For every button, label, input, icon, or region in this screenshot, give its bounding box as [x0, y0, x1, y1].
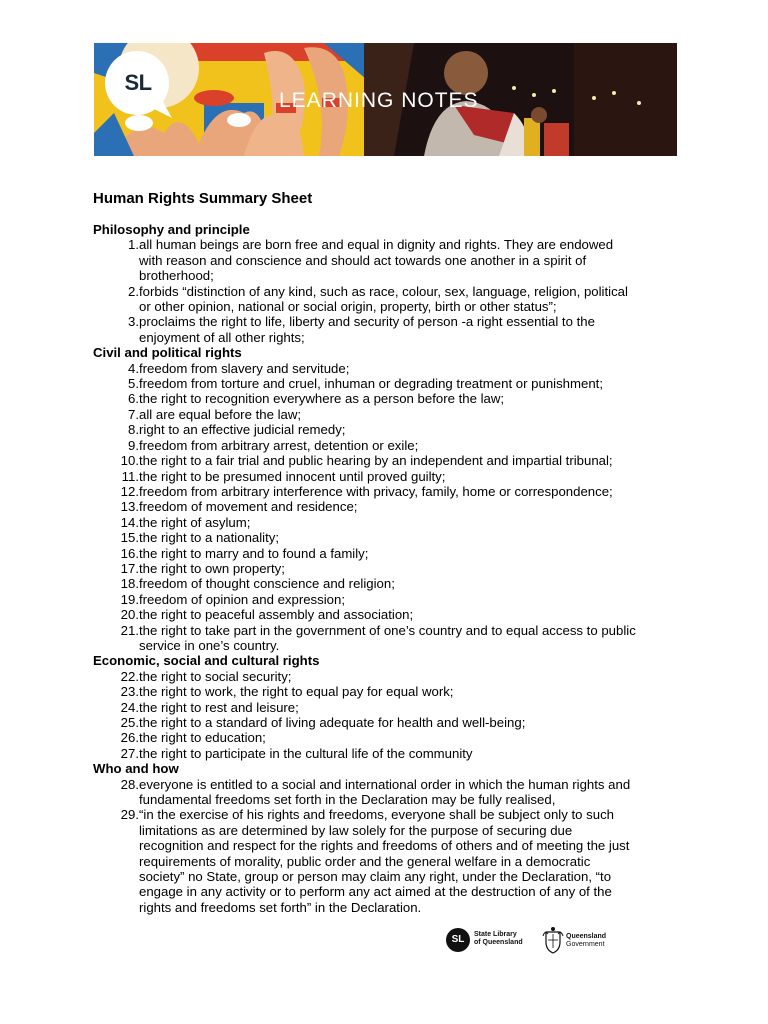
section-heading: Economic, social and cultural rights [93, 653, 320, 669]
qg-name-line2: Government [566, 941, 605, 948]
list-item-line: fundamental freedoms set forth in the Declaration may be fully realised, [139, 792, 556, 808]
list-item-number-cell [93, 407, 139, 422]
numbered-list [93, 361, 683, 654]
sections-container [93, 222, 683, 915]
list-item-number-cell [93, 715, 139, 730]
list-item-number: 14. [120, 514, 139, 530]
list-item-line: limitations as are determined by law solely for the purpose of securing due [139, 822, 573, 838]
list-item-number: 13. [120, 499, 139, 515]
list-item-number-cell [93, 499, 139, 514]
list-item-number: 3. [128, 314, 139, 330]
state-library-name [474, 931, 523, 947]
list-item-text [139, 314, 683, 345]
list-item [93, 623, 683, 654]
list-item-number-cell [93, 746, 139, 761]
list-item-line: the right of asylum; [139, 514, 251, 530]
list-item-text [139, 453, 683, 468]
list-item-text [139, 561, 683, 576]
list-item [93, 376, 683, 391]
list-item [93, 314, 683, 345]
list-item-number: 9. [128, 437, 139, 453]
list-item-number: 17. [120, 560, 139, 576]
list-item-text [139, 592, 683, 607]
list-item-number: 22. [120, 668, 139, 684]
list-item-line: the right to rest and leisure; [139, 699, 299, 715]
numbered-list [93, 237, 683, 345]
list-item [93, 607, 683, 622]
list-item-line: the right to be presumed innocent until proved guilty; [139, 468, 446, 484]
list-item-number-cell [93, 592, 139, 607]
list-item-number: 18. [120, 576, 139, 592]
list-item-line: freedom from arbitrary arrest, detention or exile; [139, 437, 419, 453]
list-item-number: 21. [120, 622, 139, 638]
list-item-line: freedom from torture and cruel, inhuman or degrading treatment or punishment; [139, 376, 604, 392]
list-item-text [139, 576, 683, 591]
list-item-text [139, 777, 683, 808]
qg-name-line1: Queensland [566, 933, 607, 940]
state-library-name-line2: of Queensland [474, 939, 523, 946]
list-item-number-cell [93, 807, 139, 915]
list-item-number: 29. [120, 807, 139, 823]
list-item [93, 361, 683, 376]
list-item [93, 407, 683, 422]
list-item-number-cell [93, 484, 139, 499]
list-item-line: the right to a standard of living adequate for health and well-being; [139, 715, 526, 730]
list-item [93, 453, 683, 468]
list-item-text [139, 361, 683, 376]
list-item-number: 16. [120, 545, 139, 561]
list-item-number: 15. [120, 530, 139, 546]
list-item-text [139, 499, 683, 514]
list-item [93, 499, 683, 514]
list-item [93, 391, 683, 406]
list-item-text [139, 376, 683, 391]
list-item-number-cell [93, 438, 139, 453]
list-item-line: society” no State, group or person may claim any right, under the Declaration, “to [139, 869, 612, 885]
list-item-text [139, 684, 683, 699]
list-item-number-cell [93, 546, 139, 561]
list-item [93, 546, 683, 561]
list-item-number: 26. [120, 730, 139, 746]
banner-title: LEARNING NOTES [279, 89, 479, 112]
list-item [93, 669, 683, 684]
list-item-number: 5. [128, 376, 139, 392]
list-item [93, 484, 683, 499]
list-item-line: right to an effective judicial remedy; [139, 422, 346, 438]
list-item-number-cell [93, 607, 139, 622]
queensland-government-name [566, 933, 606, 949]
list-item-text [139, 438, 683, 453]
list-item-line: the right to marry and to found a family; [139, 545, 369, 561]
section-heading: Who and how [93, 761, 179, 777]
list-item-number: 28. [120, 776, 139, 792]
document-body [93, 190, 683, 915]
list-item [93, 237, 683, 283]
list-item-number: 10. [120, 453, 139, 469]
list-item [93, 715, 683, 730]
list-item-number: 25. [120, 715, 139, 730]
list-item-number-cell [93, 469, 139, 484]
list-item-number-cell [93, 284, 139, 315]
list-item-number-cell [93, 422, 139, 437]
list-item-line: the right to peaceful assembly and association; [139, 607, 414, 623]
list-item-line: the right to participate in the cultural life of the community [139, 745, 473, 761]
list-item-text [139, 422, 683, 437]
list-item [93, 700, 683, 715]
list-item-line: forbids “distinction of any kind, such as race, colour, sex, language, religion, political [139, 283, 628, 299]
list-item-line: enjoyment of all other rights; [139, 329, 305, 345]
list-item-line: freedom from slavery and servitude; [139, 360, 350, 376]
list-item-line: with reason and conscience and should act towards one another in a spirit of [139, 252, 587, 268]
list-item-number: 7. [128, 406, 139, 422]
list-item [93, 284, 683, 315]
list-item-number: 1. [128, 237, 139, 253]
list-item-number: 23. [120, 684, 139, 700]
list-item-number-cell [93, 777, 139, 808]
list-item-line: the right to a fair trial and public hearing by an independent and impartial tribunal; [139, 453, 613, 469]
list-item-number-cell [93, 391, 139, 406]
list-item-text [139, 700, 683, 715]
list-item-number: 12. [120, 483, 139, 499]
list-item-number: 20. [120, 607, 139, 623]
list-item-text [139, 807, 683, 915]
list-item-number-cell [93, 669, 139, 684]
list-item [93, 777, 683, 808]
list-item-line: brotherhood; [139, 268, 214, 284]
list-item-text [139, 546, 683, 561]
list-item-line: freedom of opinion and expression; [139, 591, 346, 607]
list-item-text [139, 715, 683, 730]
list-item-number-cell [93, 376, 139, 391]
list-item-number-cell [93, 730, 139, 745]
list-item-line: all human beings are born free and equal in dignity and rights. They are endowed [139, 237, 614, 253]
list-item-text [139, 237, 683, 283]
list-item-number-cell [93, 361, 139, 376]
list-item-line: rights and freedoms set forth” in the Declaration. [139, 899, 422, 915]
list-item [93, 422, 683, 437]
list-item [93, 746, 683, 761]
list-item-line: the right to social security; [139, 668, 292, 684]
list-item [93, 530, 683, 545]
list-item-line: engage in any activity or to perform any act aimed at the destruction of any of the [139, 884, 612, 900]
list-item-line: recognition and respect for the rights and freedoms of others and of meeting the just [139, 838, 630, 854]
list-item-text [139, 530, 683, 545]
list-item-number-cell [93, 561, 139, 576]
section-heading: Philosophy and principle [93, 222, 250, 237]
list-item-number-cell [93, 700, 139, 715]
numbered-list [93, 777, 683, 916]
list-item-number-cell [93, 623, 139, 654]
list-item-text [139, 484, 683, 499]
list-item [93, 561, 683, 576]
list-item-line: all are equal before the law; [139, 406, 302, 422]
list-item-line: the right to own property; [139, 560, 285, 576]
document-title: Human Rights Summary Sheet [93, 190, 313, 207]
list-item-number: 2. [128, 283, 139, 299]
list-item-line: proclaims the right to life, liberty and security of person -a right essential to the [139, 314, 595, 330]
list-item-number-cell [93, 576, 139, 591]
queensland-crest-icon [542, 926, 564, 954]
list-item [93, 438, 683, 453]
list-item-line: everyone is entitled to a social and international order in which the human rights and [139, 776, 631, 792]
list-item-line: service in one’s country. [139, 637, 280, 653]
list-item-number: 27. [120, 745, 139, 761]
list-item-line: the right to a nationality; [139, 530, 280, 546]
list-item-line: requirements of morality, public order and the general welfare in a democratic [139, 853, 591, 869]
list-item-text [139, 391, 683, 406]
list-item-text [139, 284, 683, 315]
list-item-text [139, 469, 683, 484]
list-item-line: the right to take part in the government of one’s country and to equal access to public [139, 622, 636, 638]
list-item [93, 730, 683, 745]
list-item-number-cell [93, 453, 139, 468]
list-item-number: 6. [128, 391, 139, 407]
list-item [93, 576, 683, 591]
state-library-logo-icon: SL [446, 928, 470, 952]
list-item-line: freedom of movement and residence; [139, 499, 358, 515]
list-item [93, 515, 683, 530]
list-item [93, 807, 683, 915]
list-item-text [139, 669, 683, 684]
list-item [93, 684, 683, 699]
state-library-name-line1: State Library [474, 931, 517, 938]
sl-logo-text: SL [124, 70, 152, 95]
list-item [93, 592, 683, 607]
numbered-list [93, 669, 683, 761]
section-heading: Civil and political rights [93, 345, 242, 361]
list-item-line: the right to work, the right to equal pay for equal work; [139, 684, 454, 700]
list-item-number-cell [93, 684, 139, 699]
list-item-text [139, 730, 683, 745]
list-item-line: the right to recognition everywhere as a person before the law; [139, 391, 505, 407]
list-item-text [139, 515, 683, 530]
list-item-text [139, 623, 683, 654]
list-item-text [139, 607, 683, 622]
footer-logos [446, 926, 626, 954]
list-item-line: or other opinion, national or social origin, property, birth or other status”; [139, 299, 557, 315]
list-item-number-cell [93, 237, 139, 283]
list-item-number-cell [93, 314, 139, 345]
list-item-number: 4. [128, 360, 139, 376]
list-item-number: 19. [120, 591, 139, 607]
list-item-line: the right to education; [139, 730, 266, 746]
list-item-line: freedom of thought conscience and religion; [139, 576, 395, 592]
list-item [93, 469, 683, 484]
list-item-number-cell [93, 530, 139, 545]
list-item-number: 8. [128, 422, 139, 438]
list-item-text [139, 407, 683, 422]
list-item-line: freedom from arbitrary interference with privacy, family, home or correspondence; [139, 483, 613, 499]
list-item-number: 11. [121, 468, 139, 484]
list-item-line: “in the exercise of his rights and freedoms, everyone shall be subject only to such [139, 807, 615, 823]
list-item-number: 24. [120, 699, 139, 715]
list-item-text [139, 746, 683, 761]
list-item-number-cell [93, 515, 139, 530]
